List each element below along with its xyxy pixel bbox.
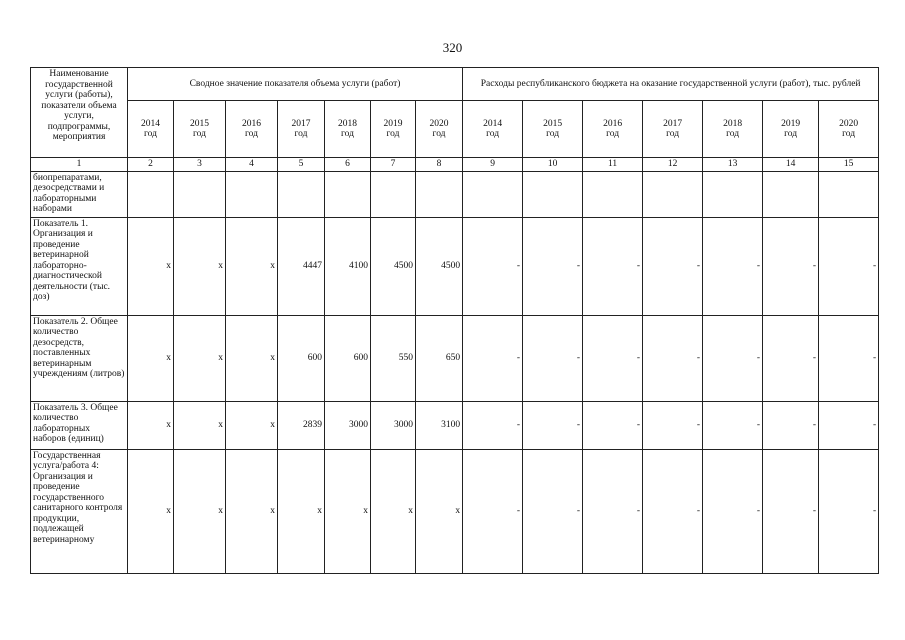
header-year: 2020 xyxy=(429,118,449,129)
header-name-column: Наименование государственной услуги (работы), показатели объема услуги, подпрограммы, мероприятия xyxy=(31,68,128,158)
header-year: 2015 xyxy=(543,118,563,129)
row-name: Показатель 2. Общее количество дезосредств, поставленных ветеринарным учреждениям (литров) xyxy=(31,315,128,401)
table-cell: 650 xyxy=(416,315,463,401)
header-year-suffix: год xyxy=(432,129,446,139)
table-cell xyxy=(763,171,819,217)
table-cell xyxy=(371,171,416,217)
column-number: 13 xyxy=(703,158,763,172)
table-cell xyxy=(128,171,174,217)
header-year-cell xyxy=(819,101,879,158)
header-year: 2016 xyxy=(603,118,623,129)
table-cell: - xyxy=(763,315,819,401)
table-cell: х xyxy=(174,315,226,401)
header-year: 2015 xyxy=(190,118,209,129)
row-name: Государственная услуга/работа 4: Организация и проведение государственного санитарного контроля продукции, подлежащей ветеринарному xyxy=(31,449,128,573)
header-year: 2019 xyxy=(383,118,403,129)
table-cell: - xyxy=(703,401,763,449)
table-cell xyxy=(174,171,226,217)
header-year-cell xyxy=(583,101,643,158)
table-cell: 4500 xyxy=(416,217,463,315)
header-year-suffix: год xyxy=(245,129,258,139)
table-cell: - xyxy=(583,217,643,315)
table-row xyxy=(31,449,879,573)
table-cell: 4500 xyxy=(371,217,416,315)
header-year-suffix: год xyxy=(294,129,308,139)
table-cell: 600 xyxy=(278,315,325,401)
table-cell: - xyxy=(463,315,523,401)
header-year: 2018 xyxy=(338,118,357,129)
header-year-cell xyxy=(643,101,703,158)
table-cell: 2839 xyxy=(278,401,325,449)
table-cell: 4100 xyxy=(325,217,371,315)
header-column-numbers xyxy=(31,158,879,172)
table-cell: - xyxy=(819,217,879,315)
table-cell: - xyxy=(523,401,583,449)
header-year: 2018 xyxy=(723,118,743,129)
table-cell: х xyxy=(226,217,278,315)
table-body xyxy=(31,171,879,573)
table-cell: - xyxy=(643,401,703,449)
column-number: 4 xyxy=(226,158,278,172)
table-cell: - xyxy=(643,449,703,573)
header-year-cell xyxy=(763,101,819,158)
table-cell: - xyxy=(763,401,819,449)
table-cell xyxy=(463,171,523,217)
table-row xyxy=(31,401,879,449)
table-cell xyxy=(703,171,763,217)
column-number: 9 xyxy=(463,158,523,172)
table-cell: х xyxy=(174,217,226,315)
table-cell: х xyxy=(416,449,463,573)
table-cell xyxy=(416,171,463,217)
table-cell: - xyxy=(703,449,763,573)
table-cell: х xyxy=(371,449,416,573)
header-year: 2016 xyxy=(242,118,261,129)
header-year: 2017 xyxy=(291,118,311,129)
header-year-suffix: год xyxy=(386,129,400,139)
header-year-suffix: год xyxy=(341,129,354,139)
table-cell: 3000 xyxy=(371,401,416,449)
header-year: 2019 xyxy=(781,118,801,129)
table-cell: - xyxy=(463,217,523,315)
table-cell: х xyxy=(128,401,174,449)
table-cell: 3100 xyxy=(416,401,463,449)
table-cell: х xyxy=(226,315,278,401)
table-cell: - xyxy=(523,315,583,401)
header-year-cell xyxy=(325,101,371,158)
table-cell: - xyxy=(583,449,643,573)
header-year: 2020 xyxy=(839,118,859,129)
header-year-suffix: год xyxy=(486,129,500,139)
column-number: 7 xyxy=(371,158,416,172)
column-number: 10 xyxy=(523,158,583,172)
header-year-cell xyxy=(128,101,174,158)
table-cell: х xyxy=(325,449,371,573)
table-cell: х xyxy=(174,449,226,573)
header-budget-group: Расходы республиканского бюджета на оказание государственной услуги (работ), тыс. рублей xyxy=(463,68,879,101)
table-cell: - xyxy=(523,217,583,315)
header-year-cell xyxy=(371,101,416,158)
table-cell: - xyxy=(819,315,879,401)
table-cell: 3000 xyxy=(325,401,371,449)
table-cell: х xyxy=(128,449,174,573)
table-cell xyxy=(643,171,703,217)
table-cell: - xyxy=(643,315,703,401)
column-number: 11 xyxy=(583,158,643,172)
table-row xyxy=(31,171,879,217)
header-year-cell xyxy=(416,101,463,158)
table-cell: - xyxy=(463,401,523,449)
row-name: Показатель 1. Организация и проведение ветеринарной лабораторно-диагностической деятельности (тыс. доз) xyxy=(31,217,128,315)
table-cell: - xyxy=(583,315,643,401)
header-year-suffix: год xyxy=(193,129,206,139)
table-cell: - xyxy=(703,315,763,401)
header-year-cell xyxy=(523,101,583,158)
column-number: 6 xyxy=(325,158,371,172)
row-name: биопрепаратами, дезосредствами и лабораторными наборами xyxy=(31,171,128,217)
table-cell: - xyxy=(763,449,819,573)
column-number: 5 xyxy=(278,158,325,172)
column-number: 2 xyxy=(128,158,174,172)
table-row xyxy=(31,315,879,401)
table-cell: - xyxy=(583,401,643,449)
column-number: 15 xyxy=(819,158,879,172)
table-cell xyxy=(325,171,371,217)
header-year-cell xyxy=(226,101,278,158)
header-year-cell xyxy=(174,101,226,158)
table-cell xyxy=(523,171,583,217)
table-cell: х xyxy=(278,449,325,573)
table-cell: х xyxy=(128,315,174,401)
header-year-suffix: год xyxy=(726,129,740,139)
column-number: 8 xyxy=(416,158,463,172)
table-cell: 550 xyxy=(371,315,416,401)
table-cell: - xyxy=(523,449,583,573)
table-cell: х xyxy=(226,401,278,449)
header-year: 2014 xyxy=(141,118,160,129)
header-year-suffix: год xyxy=(666,129,680,139)
header-year-row xyxy=(31,101,879,158)
table-cell: 4447 xyxy=(278,217,325,315)
header-year: 2017 xyxy=(663,118,683,129)
table-cell xyxy=(583,171,643,217)
table-cell: х xyxy=(174,401,226,449)
budget-table xyxy=(30,67,879,574)
header-year-suffix: год xyxy=(606,129,620,139)
header-year-cell xyxy=(703,101,763,158)
header-year: 2014 xyxy=(483,118,503,129)
table-cell xyxy=(278,171,325,217)
column-number: 14 xyxy=(763,158,819,172)
table-cell: - xyxy=(643,217,703,315)
table-cell: - xyxy=(703,217,763,315)
header-year-suffix: год xyxy=(144,129,157,139)
header-year-suffix: год xyxy=(546,129,560,139)
table-cell xyxy=(226,171,278,217)
header-volume-group: Сводное значение показателя объема услуги (работ) xyxy=(128,68,463,101)
table-cell: х xyxy=(128,217,174,315)
page-number: 320 xyxy=(442,40,463,55)
table-cell: - xyxy=(763,217,819,315)
table-cell: - xyxy=(819,401,879,449)
table-cell: х xyxy=(226,449,278,573)
header-year-suffix: год xyxy=(842,129,856,139)
table-cell xyxy=(819,171,879,217)
table-row xyxy=(31,217,879,315)
header-year-cell xyxy=(463,101,523,158)
table-cell: 600 xyxy=(325,315,371,401)
row-name: Показатель 3. Общее количество лабораторных наборов (единиц) xyxy=(31,401,128,449)
table-cell: - xyxy=(463,449,523,573)
column-number: 3 xyxy=(174,158,226,172)
column-number: 12 xyxy=(643,158,703,172)
table-cell: - xyxy=(819,449,879,573)
header-year-cell xyxy=(278,101,325,158)
header-year-suffix: год xyxy=(784,129,798,139)
column-number: 1 xyxy=(31,158,128,172)
